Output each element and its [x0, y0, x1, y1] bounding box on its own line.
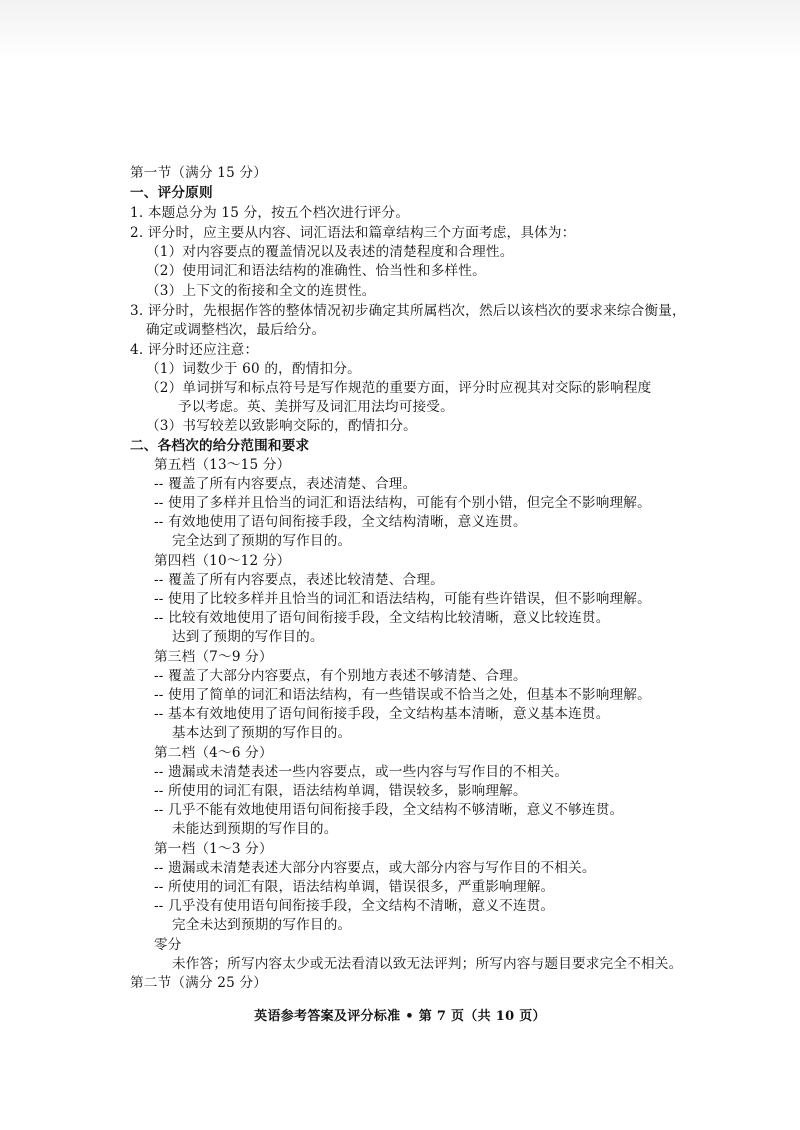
principles-heading: 一、评分原则	[130, 185, 213, 201]
principle-item-2: 2. 评分时，应主要从内容、词汇语法和篇章结构三个方面考虑，具体为：	[130, 225, 576, 241]
level-3-conclusion: 基本达到了预期的写作目的。	[172, 725, 352, 741]
level-2-bullet-3: -- 几乎不能有效地使用语句间衔接手段，全文结构不够清晰，意义不够连贯。	[154, 802, 624, 818]
principle-item-4-sub-1: （1）词数少于 60 的，酌情扣分。	[146, 361, 361, 377]
page-footer: 英语参考答案及评分标准 • 第 7 页（共 10 页）	[254, 1009, 546, 1024]
principle-item-2-sub-2: （2）使用词汇和语法结构的准确性、恰当性和多样性。	[146, 263, 486, 279]
level-5-title: 第五档（13～15 分）	[154, 457, 291, 473]
level-0-title: 零分	[154, 937, 182, 953]
principle-item-4-sub-2-cont: 予以考虑。英、美拼写及词汇用法均可接受。	[178, 399, 454, 415]
level-5-bullet-2: -- 使用了多样并且恰当的词汇和语法结构，可能有个别小错，但完全不影响理解。	[154, 495, 651, 511]
principle-item-2-sub-3: （3）上下文的衔接和全文的连贯性。	[146, 283, 376, 299]
level-5-conclusion: 完全达到了预期的写作目的。	[172, 533, 352, 549]
level-0-description: 未作答；所写内容太少或无法看清以致无法评判；所写内容与题目要求完全不相关。	[172, 956, 683, 972]
level-4-bullet-3: -- 比较有效地使用了语句间衔接手段，全文结构比较清晰，意义比较连贯。	[154, 610, 610, 626]
principle-item-2-sub-1: （1）对内容要点的覆盖情况以及表述的清楚程度和合理性。	[146, 244, 514, 260]
section2-title: 第二节（满分 25 分）	[130, 975, 268, 991]
level-2-bullet-1: -- 遗漏或未清楚表述一些内容要点，或一些内容与写作目的不相关。	[154, 764, 569, 780]
level-1-bullet-1: -- 遗漏或未清楚表述大部分内容要点，或大部分内容与写作目的不相关。	[154, 860, 596, 876]
level-5-bullet-1: -- 覆盖了所有内容要点，表述清楚、合理。	[154, 476, 417, 492]
level-2-title: 第二档（4～6 分）	[154, 745, 273, 761]
level-2-bullet-2: -- 所使用的词汇有限，语法结构单调，错误较多，影响理解。	[154, 783, 527, 799]
levels-heading: 二、各档次的给分范围和要求	[130, 438, 310, 454]
principle-item-4: 4. 评分时还应注意：	[130, 342, 259, 358]
level-1-bullet-2: -- 所使用的词汇有限，语法结构单调，错误很多，严重影响理解。	[154, 879, 555, 895]
section1-title: 第一节（满分 15 分）	[130, 165, 268, 181]
level-4-bullet-1: -- 覆盖了所有内容要点，表述比较清楚、合理。	[154, 572, 444, 588]
principle-item-1: 1. 本题总分为 15 分，按五个档次进行评分。	[130, 205, 410, 221]
level-3-bullet-1: -- 覆盖了大部分内容要点，有个别地方表述不够清楚、合理。	[154, 668, 527, 684]
level-3-bullet-3: -- 基本有效地使用了语句间衔接手段，全文结构基本清晰，意义基本连贯。	[154, 706, 610, 722]
level-3-bullet-2: -- 使用了简单的词汇和语法结构，有一些错误或不恰当之处，但基本不影响理解。	[154, 687, 651, 703]
level-2-conclusion: 未能达到预期的写作目的。	[172, 821, 338, 837]
level-5-bullet-3: -- 有效地使用了语句间衔接手段，全文结构清晰，意义连贯。	[154, 514, 527, 530]
level-3-title: 第三档（7～9 分）	[154, 649, 273, 665]
level-4-bullet-2: -- 使用了比较多样并且恰当的词汇和语法结构，可能有些许错误，但不影响理解。	[154, 591, 651, 607]
level-4-conclusion: 达到了预期的写作目的。	[172, 629, 324, 645]
level-4-title: 第四档（10～12 分）	[154, 553, 291, 569]
principle-item-4-sub-3: （3）书写较差以致影响交际的，酌情扣分。	[146, 418, 417, 434]
level-1-bullet-3: -- 几乎没有使用语句间衔接手段，全文结构不清晰，意义不连贯。	[154, 898, 555, 914]
principle-item-3-cont: 确定或调整档次，最后给分。	[146, 322, 326, 338]
level-1-conclusion: 完全未达到预期的写作目的。	[172, 917, 352, 933]
level-1-title: 第一档（1～3 分）	[154, 841, 273, 857]
principle-item-3: 3. 评分时，先根据作答的整体情况初步确定其所属档次，然后以该档次的要求来综合衡量，	[130, 303, 686, 319]
principle-item-4-sub-2: （2）单词拼写和标点符号是写作规范的重要方面，评分时应视其对交际的影响程度	[146, 380, 652, 396]
scan-shading	[0, 0, 800, 60]
